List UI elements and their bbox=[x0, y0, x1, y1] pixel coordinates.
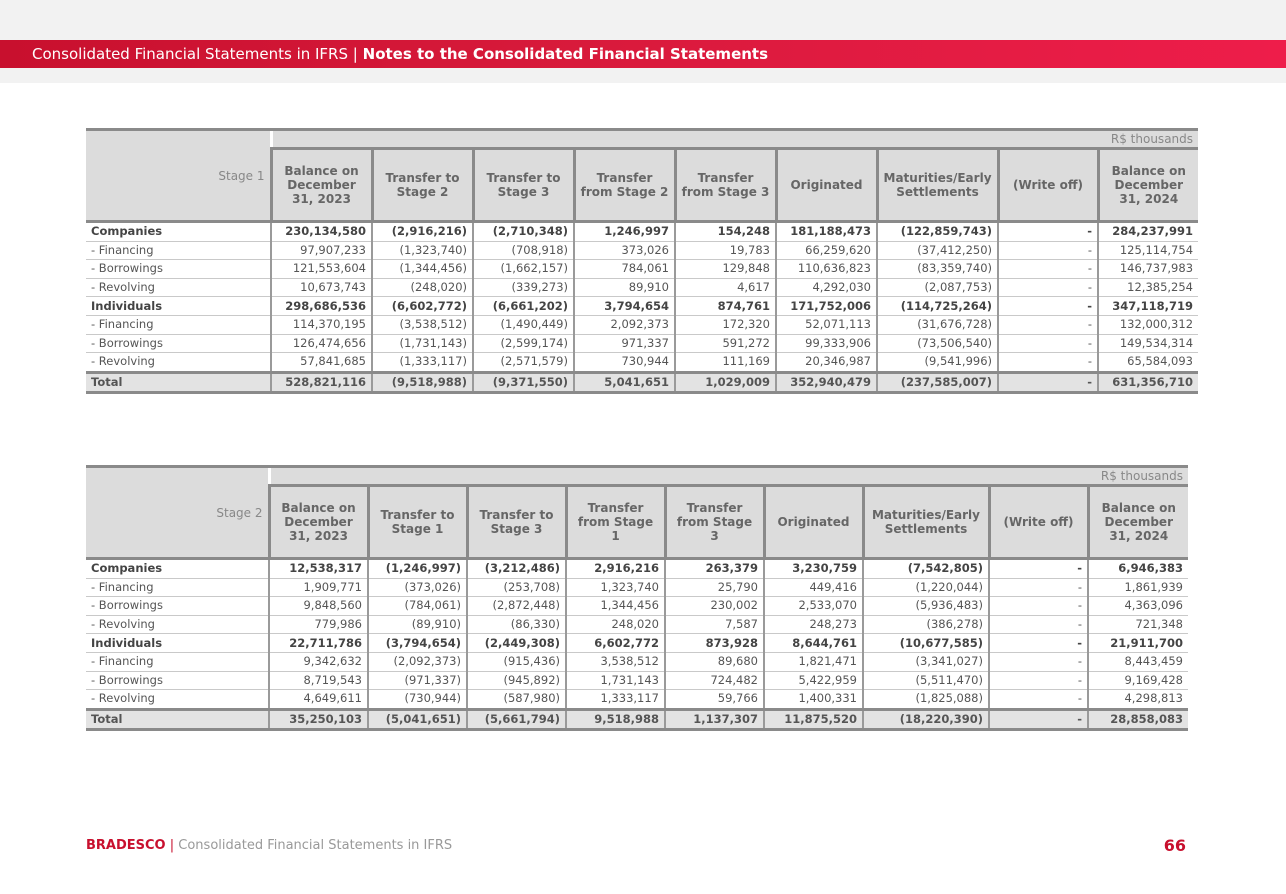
table-cell: (1,825,088) bbox=[863, 690, 989, 710]
table-cell: 4,617 bbox=[675, 278, 776, 297]
row-label: - Revolving bbox=[86, 615, 269, 634]
table-cell: 4,649,611 bbox=[269, 690, 368, 710]
table-cell: 230,002 bbox=[665, 597, 764, 616]
table-cell: (248,020) bbox=[372, 278, 473, 297]
table-cell: - bbox=[998, 297, 1098, 316]
table-cell: 873,928 bbox=[665, 634, 764, 653]
row-label: - Borrowings bbox=[86, 260, 271, 279]
table-cell: 4,298,813 bbox=[1088, 690, 1188, 710]
table-cell: (86,330) bbox=[467, 615, 566, 634]
table-row bbox=[86, 690, 1188, 710]
column-header: Transfer from Stage 2 bbox=[574, 149, 675, 222]
table-cell: 3,538,512 bbox=[566, 652, 665, 671]
footer-brand: BRADESCO bbox=[86, 838, 166, 853]
table-cell: - bbox=[989, 634, 1088, 653]
table-cell: 631,356,710 bbox=[1098, 372, 1198, 393]
table-cell: 1,821,471 bbox=[764, 652, 863, 671]
table-row bbox=[86, 315, 1198, 334]
table-cell: 284,237,991 bbox=[1098, 222, 1198, 242]
table-cell: 1,400,331 bbox=[764, 690, 863, 710]
table-cell: 528,821,116 bbox=[271, 372, 372, 393]
column-header: (Write off) bbox=[989, 486, 1088, 559]
table-cell: 99,333,906 bbox=[776, 334, 877, 353]
table-cell: (386,278) bbox=[863, 615, 989, 634]
table-cell: 8,719,543 bbox=[269, 671, 368, 690]
table-cell: 25,790 bbox=[665, 578, 764, 597]
table-cell: (1,662,157) bbox=[473, 260, 574, 279]
column-header: Transfer to Stage 3 bbox=[467, 486, 566, 559]
column-header: Transfer to Stage 3 bbox=[473, 149, 574, 222]
table-cell: (1,490,449) bbox=[473, 315, 574, 334]
table-cell: 347,118,719 bbox=[1098, 297, 1198, 316]
table-cell: 1,909,771 bbox=[269, 578, 368, 597]
table-cell: (373,026) bbox=[368, 578, 467, 597]
table-cell: 126,474,656 bbox=[271, 334, 372, 353]
row-label: - Borrowings bbox=[86, 597, 269, 616]
stage1-table bbox=[86, 128, 1198, 394]
table-cell: - bbox=[998, 334, 1098, 353]
stage2-label: Stage 2 bbox=[86, 467, 269, 559]
table-cell: 121,553,604 bbox=[271, 260, 372, 279]
table-cell: 779,986 bbox=[269, 615, 368, 634]
table-cell: (122,859,743) bbox=[877, 222, 998, 242]
table-cell: 9,342,632 bbox=[269, 652, 368, 671]
column-header: Balance on December 31, 2024 bbox=[1098, 149, 1198, 222]
table-cell: 66,259,620 bbox=[776, 241, 877, 260]
table-row bbox=[86, 671, 1188, 690]
table-row bbox=[86, 615, 1188, 634]
table-cell: 5,422,959 bbox=[764, 671, 863, 690]
column-header: Maturities/Early Settlements bbox=[863, 486, 989, 559]
table-cell: 111,169 bbox=[675, 353, 776, 373]
table-cell: (7,542,805) bbox=[863, 559, 989, 579]
table-cell: (2,916,216) bbox=[372, 222, 473, 242]
table-cell: 59,766 bbox=[665, 690, 764, 710]
table-cell: 9,518,988 bbox=[566, 709, 665, 730]
table-cell: (5,041,651) bbox=[368, 709, 467, 730]
table-cell: (3,341,027) bbox=[863, 652, 989, 671]
column-header: (Write off) bbox=[998, 149, 1098, 222]
table-cell: (971,337) bbox=[368, 671, 467, 690]
table-cell: (253,708) bbox=[467, 578, 566, 597]
table-cell: 21,911,700 bbox=[1088, 634, 1188, 653]
header-separator: | bbox=[352, 45, 358, 63]
table-cell: 154,248 bbox=[675, 222, 776, 242]
table-cell: 6,946,383 bbox=[1088, 559, 1188, 579]
table-cell: 1,333,117 bbox=[566, 690, 665, 710]
stage1-unit: R$ thousands bbox=[271, 130, 1198, 149]
stage1-label: Stage 1 bbox=[86, 130, 271, 222]
table-cell: 1,029,009 bbox=[675, 372, 776, 393]
table-cell: (3,538,512) bbox=[372, 315, 473, 334]
table-cell: - bbox=[998, 222, 1098, 242]
table-cell: (708,918) bbox=[473, 241, 574, 260]
table-cell: (1,344,456) bbox=[372, 260, 473, 279]
table-cell: 373,026 bbox=[574, 241, 675, 260]
table-row bbox=[86, 278, 1198, 297]
table-cell: (1,333,117) bbox=[372, 353, 473, 373]
table-cell: (83,359,740) bbox=[877, 260, 998, 279]
table-cell: 171,752,006 bbox=[776, 297, 877, 316]
table-cell: (5,661,794) bbox=[467, 709, 566, 730]
table-cell: 724,482 bbox=[665, 671, 764, 690]
table-row bbox=[86, 334, 1198, 353]
footer bbox=[86, 838, 452, 853]
table-cell: 971,337 bbox=[574, 334, 675, 353]
table-cell: 2,092,373 bbox=[574, 315, 675, 334]
table-row bbox=[86, 559, 1188, 579]
table-cell: 181,188,473 bbox=[776, 222, 877, 242]
table-cell: 65,584,093 bbox=[1098, 353, 1198, 373]
table-cell: - bbox=[998, 353, 1098, 373]
column-header: Balance on December 31, 2024 bbox=[1088, 486, 1188, 559]
header-title: Notes to the Consolidated Financial Statements bbox=[362, 45, 769, 63]
table-cell: - bbox=[989, 597, 1088, 616]
table-cell: (587,980) bbox=[467, 690, 566, 710]
table-row bbox=[86, 578, 1188, 597]
table-cell: 1,731,143 bbox=[566, 671, 665, 690]
table-cell: 52,071,113 bbox=[776, 315, 877, 334]
table-cell: (9,541,996) bbox=[877, 353, 998, 373]
table-cell: 2,533,070 bbox=[764, 597, 863, 616]
table-cell: 22,711,786 bbox=[269, 634, 368, 653]
table-cell: (3,794,654) bbox=[368, 634, 467, 653]
table-cell: 129,848 bbox=[675, 260, 776, 279]
table-cell: 6,602,772 bbox=[566, 634, 665, 653]
sub-band bbox=[0, 68, 1286, 83]
row-label: Companies bbox=[86, 559, 269, 579]
table-cell: 114,370,195 bbox=[271, 315, 372, 334]
row-label: - Financing bbox=[86, 241, 271, 260]
table-cell: (9,518,988) bbox=[372, 372, 473, 393]
stage2-unit: R$ thousands bbox=[269, 467, 1188, 486]
page-number: 66 bbox=[1163, 836, 1186, 855]
table-cell: (339,273) bbox=[473, 278, 574, 297]
table-cell: 1,246,997 bbox=[574, 222, 675, 242]
table-cell: 11,875,520 bbox=[764, 709, 863, 730]
table-cell: (89,910) bbox=[368, 615, 467, 634]
table-cell: (915,436) bbox=[467, 652, 566, 671]
table-cell: (945,892) bbox=[467, 671, 566, 690]
page-header bbox=[0, 40, 1286, 68]
table-cell: - bbox=[989, 709, 1088, 730]
table-cell: 10,673,743 bbox=[271, 278, 372, 297]
table-cell: 730,944 bbox=[574, 353, 675, 373]
column-header: Originated bbox=[776, 149, 877, 222]
table-cell: (10,677,585) bbox=[863, 634, 989, 653]
table-cell: (73,506,540) bbox=[877, 334, 998, 353]
table-cell: 132,000,312 bbox=[1098, 315, 1198, 334]
table-cell: (2,710,348) bbox=[473, 222, 574, 242]
table-cell: 20,346,987 bbox=[776, 353, 877, 373]
table-cell: (1,220,044) bbox=[863, 578, 989, 597]
table-cell: (2,872,448) bbox=[467, 597, 566, 616]
table-cell: 352,940,479 bbox=[776, 372, 877, 393]
table-cell: (2,599,174) bbox=[473, 334, 574, 353]
table-cell: 12,538,317 bbox=[269, 559, 368, 579]
table-row bbox=[86, 222, 1198, 242]
table-cell: 146,737,983 bbox=[1098, 260, 1198, 279]
column-header: Balance on December 31, 2023 bbox=[271, 149, 372, 222]
table-cell: - bbox=[989, 690, 1088, 710]
table-cell: - bbox=[989, 671, 1088, 690]
table-cell: 5,041,651 bbox=[574, 372, 675, 393]
row-label: Companies bbox=[86, 222, 271, 242]
table-cell: (37,412,250) bbox=[877, 241, 998, 260]
table-cell: 97,907,233 bbox=[271, 241, 372, 260]
column-header: Transfer to Stage 2 bbox=[372, 149, 473, 222]
row-label: Total bbox=[86, 372, 271, 393]
table-cell: - bbox=[998, 241, 1098, 260]
table-cell: (2,449,308) bbox=[467, 634, 566, 653]
table-row bbox=[86, 241, 1198, 260]
table-cell: 7,587 bbox=[665, 615, 764, 634]
table-cell: 874,761 bbox=[675, 297, 776, 316]
stage2-table bbox=[86, 465, 1188, 731]
table-row bbox=[86, 634, 1188, 653]
row-label: Individuals bbox=[86, 634, 269, 653]
table-cell: 28,858,083 bbox=[1088, 709, 1188, 730]
table-cell: (1,731,143) bbox=[372, 334, 473, 353]
table-cell: 1,323,740 bbox=[566, 578, 665, 597]
table-cell: (31,676,728) bbox=[877, 315, 998, 334]
row-label: - Revolving bbox=[86, 690, 269, 710]
table-cell: (1,323,740) bbox=[372, 241, 473, 260]
table-cell: 110,636,823 bbox=[776, 260, 877, 279]
table-cell: 9,169,428 bbox=[1088, 671, 1188, 690]
table-cell: (784,061) bbox=[368, 597, 467, 616]
column-header: Transfer from Stage 3 bbox=[675, 149, 776, 222]
table-cell: - bbox=[998, 372, 1098, 393]
table-cell: 149,534,314 bbox=[1098, 334, 1198, 353]
table-cell: 2,916,216 bbox=[566, 559, 665, 579]
column-header: Balance on December 31, 2023 bbox=[269, 486, 368, 559]
header-section: Consolidated Financial Statements in IFRS bbox=[32, 45, 349, 63]
table-cell: 1,861,939 bbox=[1088, 578, 1188, 597]
table-cell: (5,511,470) bbox=[863, 671, 989, 690]
table-cell: 8,443,459 bbox=[1088, 652, 1188, 671]
table-cell: (18,220,390) bbox=[863, 709, 989, 730]
table-cell: 298,686,536 bbox=[271, 297, 372, 316]
table-cell: 4,363,096 bbox=[1088, 597, 1188, 616]
table-cell: 248,273 bbox=[764, 615, 863, 634]
table-cell: (6,661,202) bbox=[473, 297, 574, 316]
table-row bbox=[86, 597, 1188, 616]
column-header: Transfer from Stage 1 bbox=[566, 486, 665, 559]
table-cell: 1,344,456 bbox=[566, 597, 665, 616]
table-cell: (2,092,373) bbox=[368, 652, 467, 671]
total-row bbox=[86, 372, 1198, 393]
table-cell: (2,571,579) bbox=[473, 353, 574, 373]
row-label: Individuals bbox=[86, 297, 271, 316]
column-header: Originated bbox=[764, 486, 863, 559]
footer-text: Consolidated Financial Statements in IFRS bbox=[178, 838, 453, 853]
table-cell: 591,272 bbox=[675, 334, 776, 353]
table-cell: 12,385,254 bbox=[1098, 278, 1198, 297]
table-cell: 230,134,580 bbox=[271, 222, 372, 242]
footer-separator: | bbox=[169, 838, 175, 853]
table-cell: - bbox=[989, 652, 1088, 671]
table-cell: (6,602,772) bbox=[372, 297, 473, 316]
row-label: Total bbox=[86, 709, 269, 730]
table-cell: - bbox=[998, 315, 1098, 334]
row-label: - Borrowings bbox=[86, 671, 269, 690]
table-cell: 89,910 bbox=[574, 278, 675, 297]
table-cell: (1,246,997) bbox=[368, 559, 467, 579]
table-cell: 449,416 bbox=[764, 578, 863, 597]
table-cell: 263,379 bbox=[665, 559, 764, 579]
row-label: - Financing bbox=[86, 578, 269, 597]
table-cell: 35,250,103 bbox=[269, 709, 368, 730]
table-cell: - bbox=[989, 615, 1088, 634]
table-cell: 3,230,759 bbox=[764, 559, 863, 579]
row-label: - Financing bbox=[86, 315, 271, 334]
table-cell: (9,371,550) bbox=[473, 372, 574, 393]
table-cell: 784,061 bbox=[574, 260, 675, 279]
table-cell: (5,936,483) bbox=[863, 597, 989, 616]
table-cell: 9,848,560 bbox=[269, 597, 368, 616]
table-cell: (2,087,753) bbox=[877, 278, 998, 297]
column-header: Maturities/Early Settlements bbox=[877, 149, 998, 222]
table-cell: 8,644,761 bbox=[764, 634, 863, 653]
table-cell: 89,680 bbox=[665, 652, 764, 671]
column-header: Transfer to Stage 1 bbox=[368, 486, 467, 559]
table-row bbox=[86, 297, 1198, 316]
top-band bbox=[0, 0, 1286, 40]
table-cell: - bbox=[989, 578, 1088, 597]
table-row bbox=[86, 353, 1198, 373]
table-cell: - bbox=[998, 260, 1098, 279]
row-label: - Revolving bbox=[86, 278, 271, 297]
table-cell: 4,292,030 bbox=[776, 278, 877, 297]
table-cell: 19,783 bbox=[675, 241, 776, 260]
table-cell: 1,137,307 bbox=[665, 709, 764, 730]
table-cell: 3,794,654 bbox=[574, 297, 675, 316]
table-row bbox=[86, 260, 1198, 279]
table-cell: 172,320 bbox=[675, 315, 776, 334]
table-cell: (730,944) bbox=[368, 690, 467, 710]
table-cell: 125,114,754 bbox=[1098, 241, 1198, 260]
total-row bbox=[86, 709, 1188, 730]
table-cell: (114,725,264) bbox=[877, 297, 998, 316]
table-cell: (237,585,007) bbox=[877, 372, 998, 393]
table-cell: 248,020 bbox=[566, 615, 665, 634]
table-cell: 57,841,685 bbox=[271, 353, 372, 373]
table-cell: (3,212,486) bbox=[467, 559, 566, 579]
column-header: Transfer from Stage 3 bbox=[665, 486, 764, 559]
row-label: - Revolving bbox=[86, 353, 271, 373]
table-cell: - bbox=[998, 278, 1098, 297]
row-label: - Financing bbox=[86, 652, 269, 671]
table-row bbox=[86, 652, 1188, 671]
table-cell: 721,348 bbox=[1088, 615, 1188, 634]
table-cell: - bbox=[989, 559, 1088, 579]
row-label: - Borrowings bbox=[86, 334, 271, 353]
